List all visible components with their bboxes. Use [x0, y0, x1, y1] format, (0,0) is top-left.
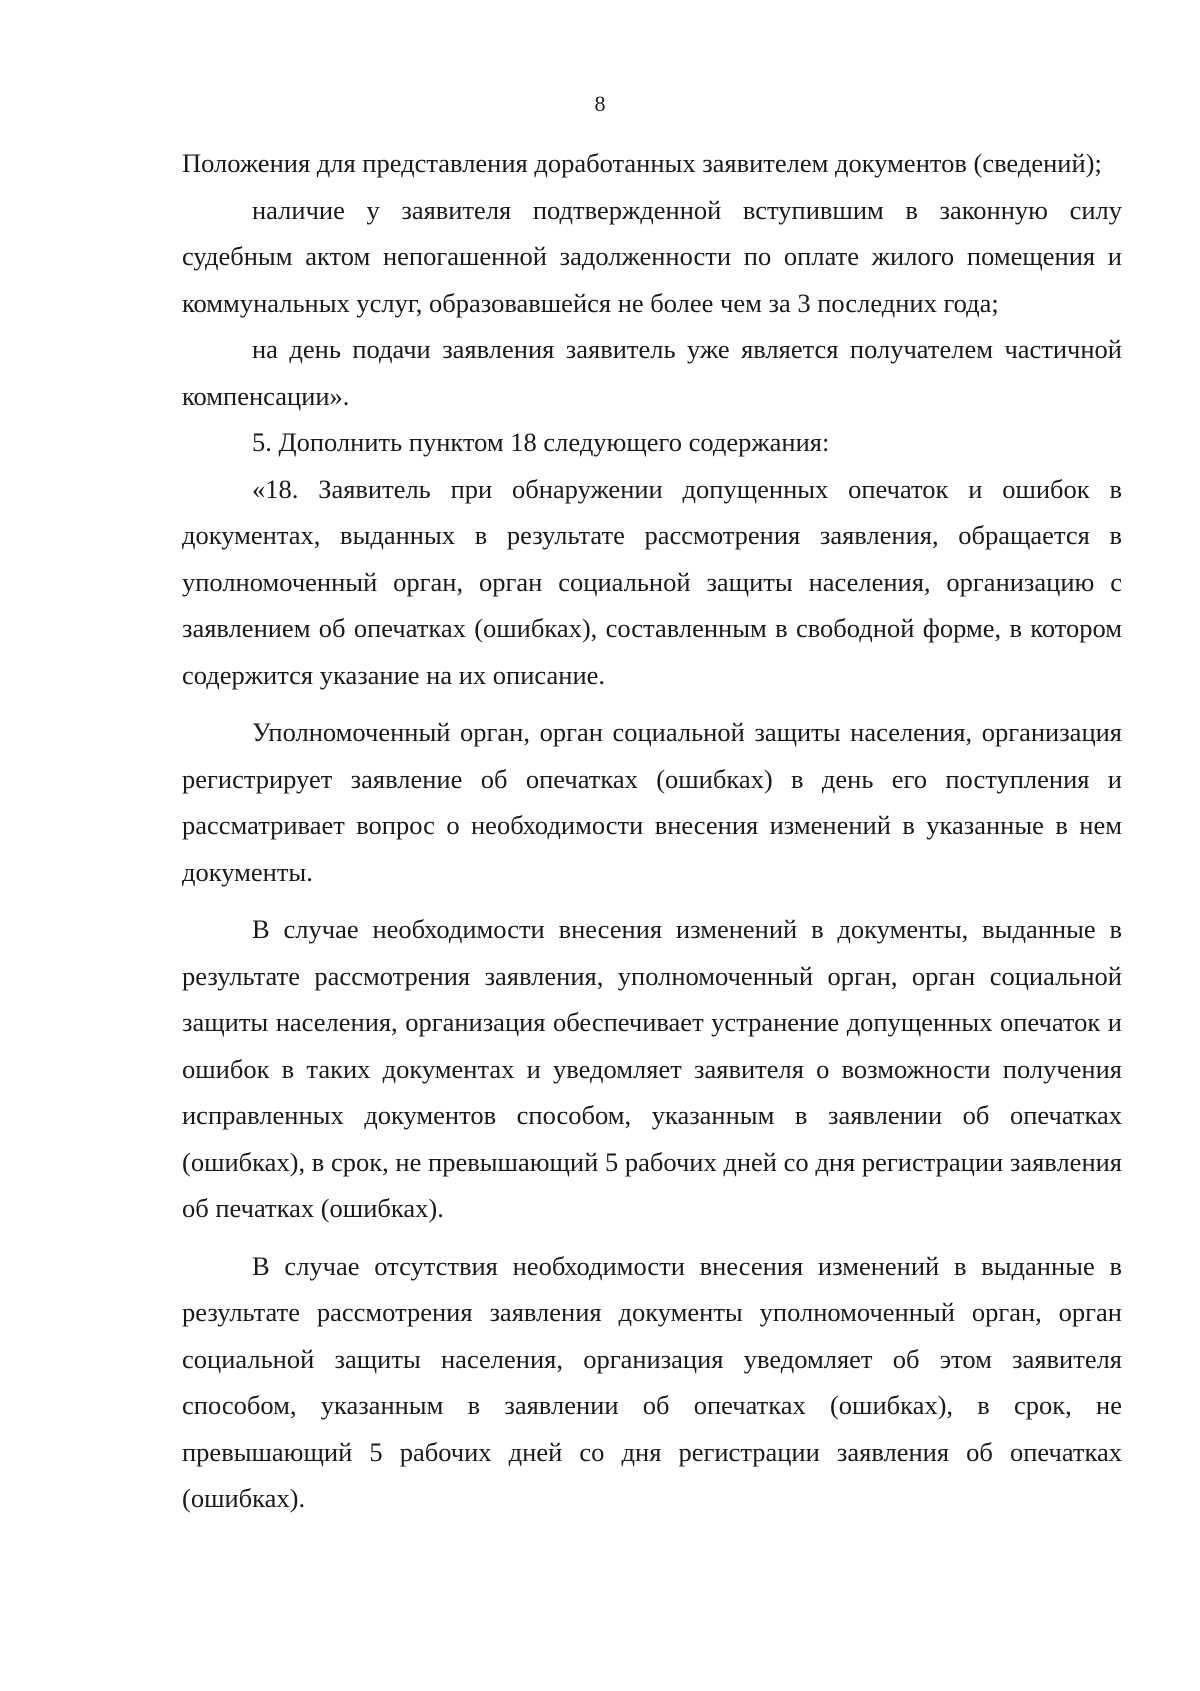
paragraph-debt-condition: наличие у заявителя подтвержденной вступившим в законную силу судебным актом непогашенной задолженности по оплате жилого помещения и коммунальных услуг, образовавшейся не более чем за 3 последних года; [182, 194, 1122, 318]
paragraph-amendment-5: 5. Дополнить пунктом 18 следующего содержания: [252, 427, 830, 457]
paragraph-item-18: «18. Заявитель при обнаружении допущенных опечаток и ошибок в документах, выданных в результате рассмотрения заявления, обращается в уполномоченный орган, орган социальной защиты населения, организацию с заявлением об опечатках (ошибках), составленным в свободной форме, в котором содержится указание на их описание. [182, 473, 1122, 690]
paragraph-correction-not-needed: В случае отсутствия необходимости внесения изменений в выданные в результате рассмотрения заявления документы уполномоченный орган, орган социальной защиты населения, организация уведомляет об этом заявителя способом, указанным в заявлении об опечатках (ошибках), в срок, не превышающий 5 рабочих дней со дня регистрации заявления об опечатках (ошибках). [182, 1250, 1122, 1513]
paragraph-registration: Уполномоченный орган, орган социальной защиты населения, организация регистрирует заявление об опечатках (ошибках) в день его поступления и рассматривает вопрос о необходимости внесения изменений в указанные в нем документы. [182, 717, 1122, 887]
document-body [182, 140, 1122, 1522]
paragraph-continuation: Положения для представления доработанных заявителем документов (сведений); [182, 148, 1102, 178]
page-number: 8 [594, 91, 606, 116]
paragraph-existing-recipient: на день подачи заявления заявитель уже является получателем частичной компенсации». [182, 334, 1122, 411]
paragraph-correction-needed: В случае необходимости внесения изменений в документы, выданные в результате рассмотрения заявления, уполномоченный орган, орган социальной защиты населения, организация обеспечивает устранение допущенных опечаток и ошибок в таких документах и уведомляет заявителя о возможности получения исправленных документов способом, указанным в заявлении об опечатках (ошибках), в срок, не превышающий 5 рабочих дней со дня регистрации заявления об печатках (ошибках). [182, 914, 1122, 1223]
